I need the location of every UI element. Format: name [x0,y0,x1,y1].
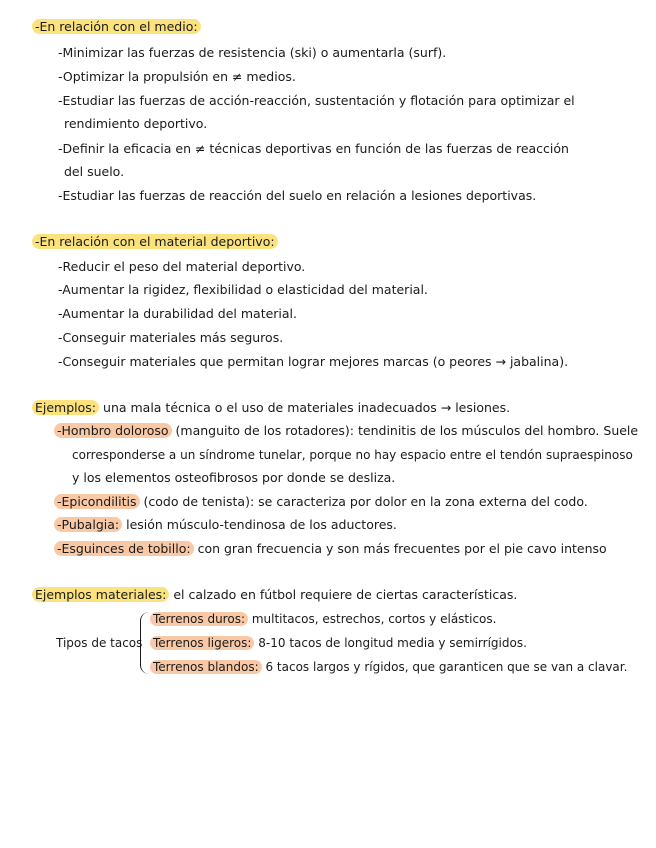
section-heading-material [32,233,278,251]
list-item: -Definir la eficacia en ≠ técnicas deportivas en función de las fuerzas de reacción [58,141,569,156]
example-item [54,422,638,440]
heading-highlight: -En relación con el material deportivo: [32,234,278,249]
terrain-term: Terrenos ligeros: [150,636,254,650]
section-heading-medio [32,18,201,36]
example-term: -Hombro doloroso [54,423,172,438]
terrain-description: 6 tacos largos y rígidos, que garanticen que se van a clavar. [265,660,628,674]
list-item: -Estudiar las fuerzas de reacción del suelo en relación a lesiones deportivas. [58,188,537,203]
example-continuation: y los elementos osteofibrosos por donde se desliza. [72,470,396,485]
terrain-item [150,658,627,676]
list-item-continuation: del suelo. [64,164,125,179]
tipos-de-tacos-label: Tipos de tacos [56,636,143,650]
example-item [54,516,397,534]
example-description: con gran frecuencia y son más frecuentes por el pie cavo intenso [197,541,607,556]
examples-heading: Ejemplos: [32,400,99,415]
example-item [54,540,607,558]
example-description: (manguito de los rotadores): tendinitis de los músculos del hombro. Suele [175,423,639,438]
terrain-term: Terrenos duros: [150,612,248,626]
examples-line [32,399,510,417]
list-item: -Aumentar la rigidez, flexibilidad o elasticidad del material. [58,282,428,297]
list-item: -Estudiar las fuerzas de acción-reacción, sustentación y flotación para optimizar el [58,93,575,108]
terrain-item [150,610,496,628]
curly-brace [140,612,149,674]
example-term: -Epicondilitis [54,494,140,509]
example-continuation: corresponderse a un síndrome tunelar, porque no hay espacio entre el tendón supraespinoso [72,448,633,462]
list-item: -Optimizar la propulsión en ≠ medios. [58,69,296,84]
example-item [54,493,588,511]
example-description: (codo de tenista): se caracteriza por dolor en la zona externa del codo. [143,494,588,509]
materials-heading: Ejemplos materiales: [32,587,169,602]
heading-highlight: -En relación con el medio: [32,19,201,34]
example-term: -Esguinces de tobillo: [54,541,194,556]
terrain-description: multitacos, estrechos, cortos y elásticos. [251,612,497,626]
list-item: -Conseguir materiales más seguros. [58,330,284,345]
list-item: -Conseguir materiales que permitan lograr mejores marcas (o peores → jabalina). [58,354,569,369]
list-item: -Aumentar la durabilidad del material. [58,306,298,321]
examples-intro: una mala técnica o el uso de materiales inadecuados → lesiones. [103,400,511,415]
terrain-item [150,634,527,652]
materials-intro: el calzado en fútbol requiere de ciertas características. [173,587,518,602]
terrain-description: 8-10 tacos de longitud media y semirrígidos. [258,636,527,650]
list-item: -Reducir el peso del material deportivo. [58,259,306,274]
list-item: -Minimizar las fuerzas de resistencia (ski) o aumentarla (surf). [58,45,447,60]
list-item-continuation: rendimiento deportivo. [64,116,208,131]
materials-line [32,586,517,604]
example-description: lesión músculo-tendinosa de los aductores. [126,517,397,532]
example-term: -Pubalgia: [54,517,122,532]
terrain-term: Terrenos blandos: [150,660,262,674]
